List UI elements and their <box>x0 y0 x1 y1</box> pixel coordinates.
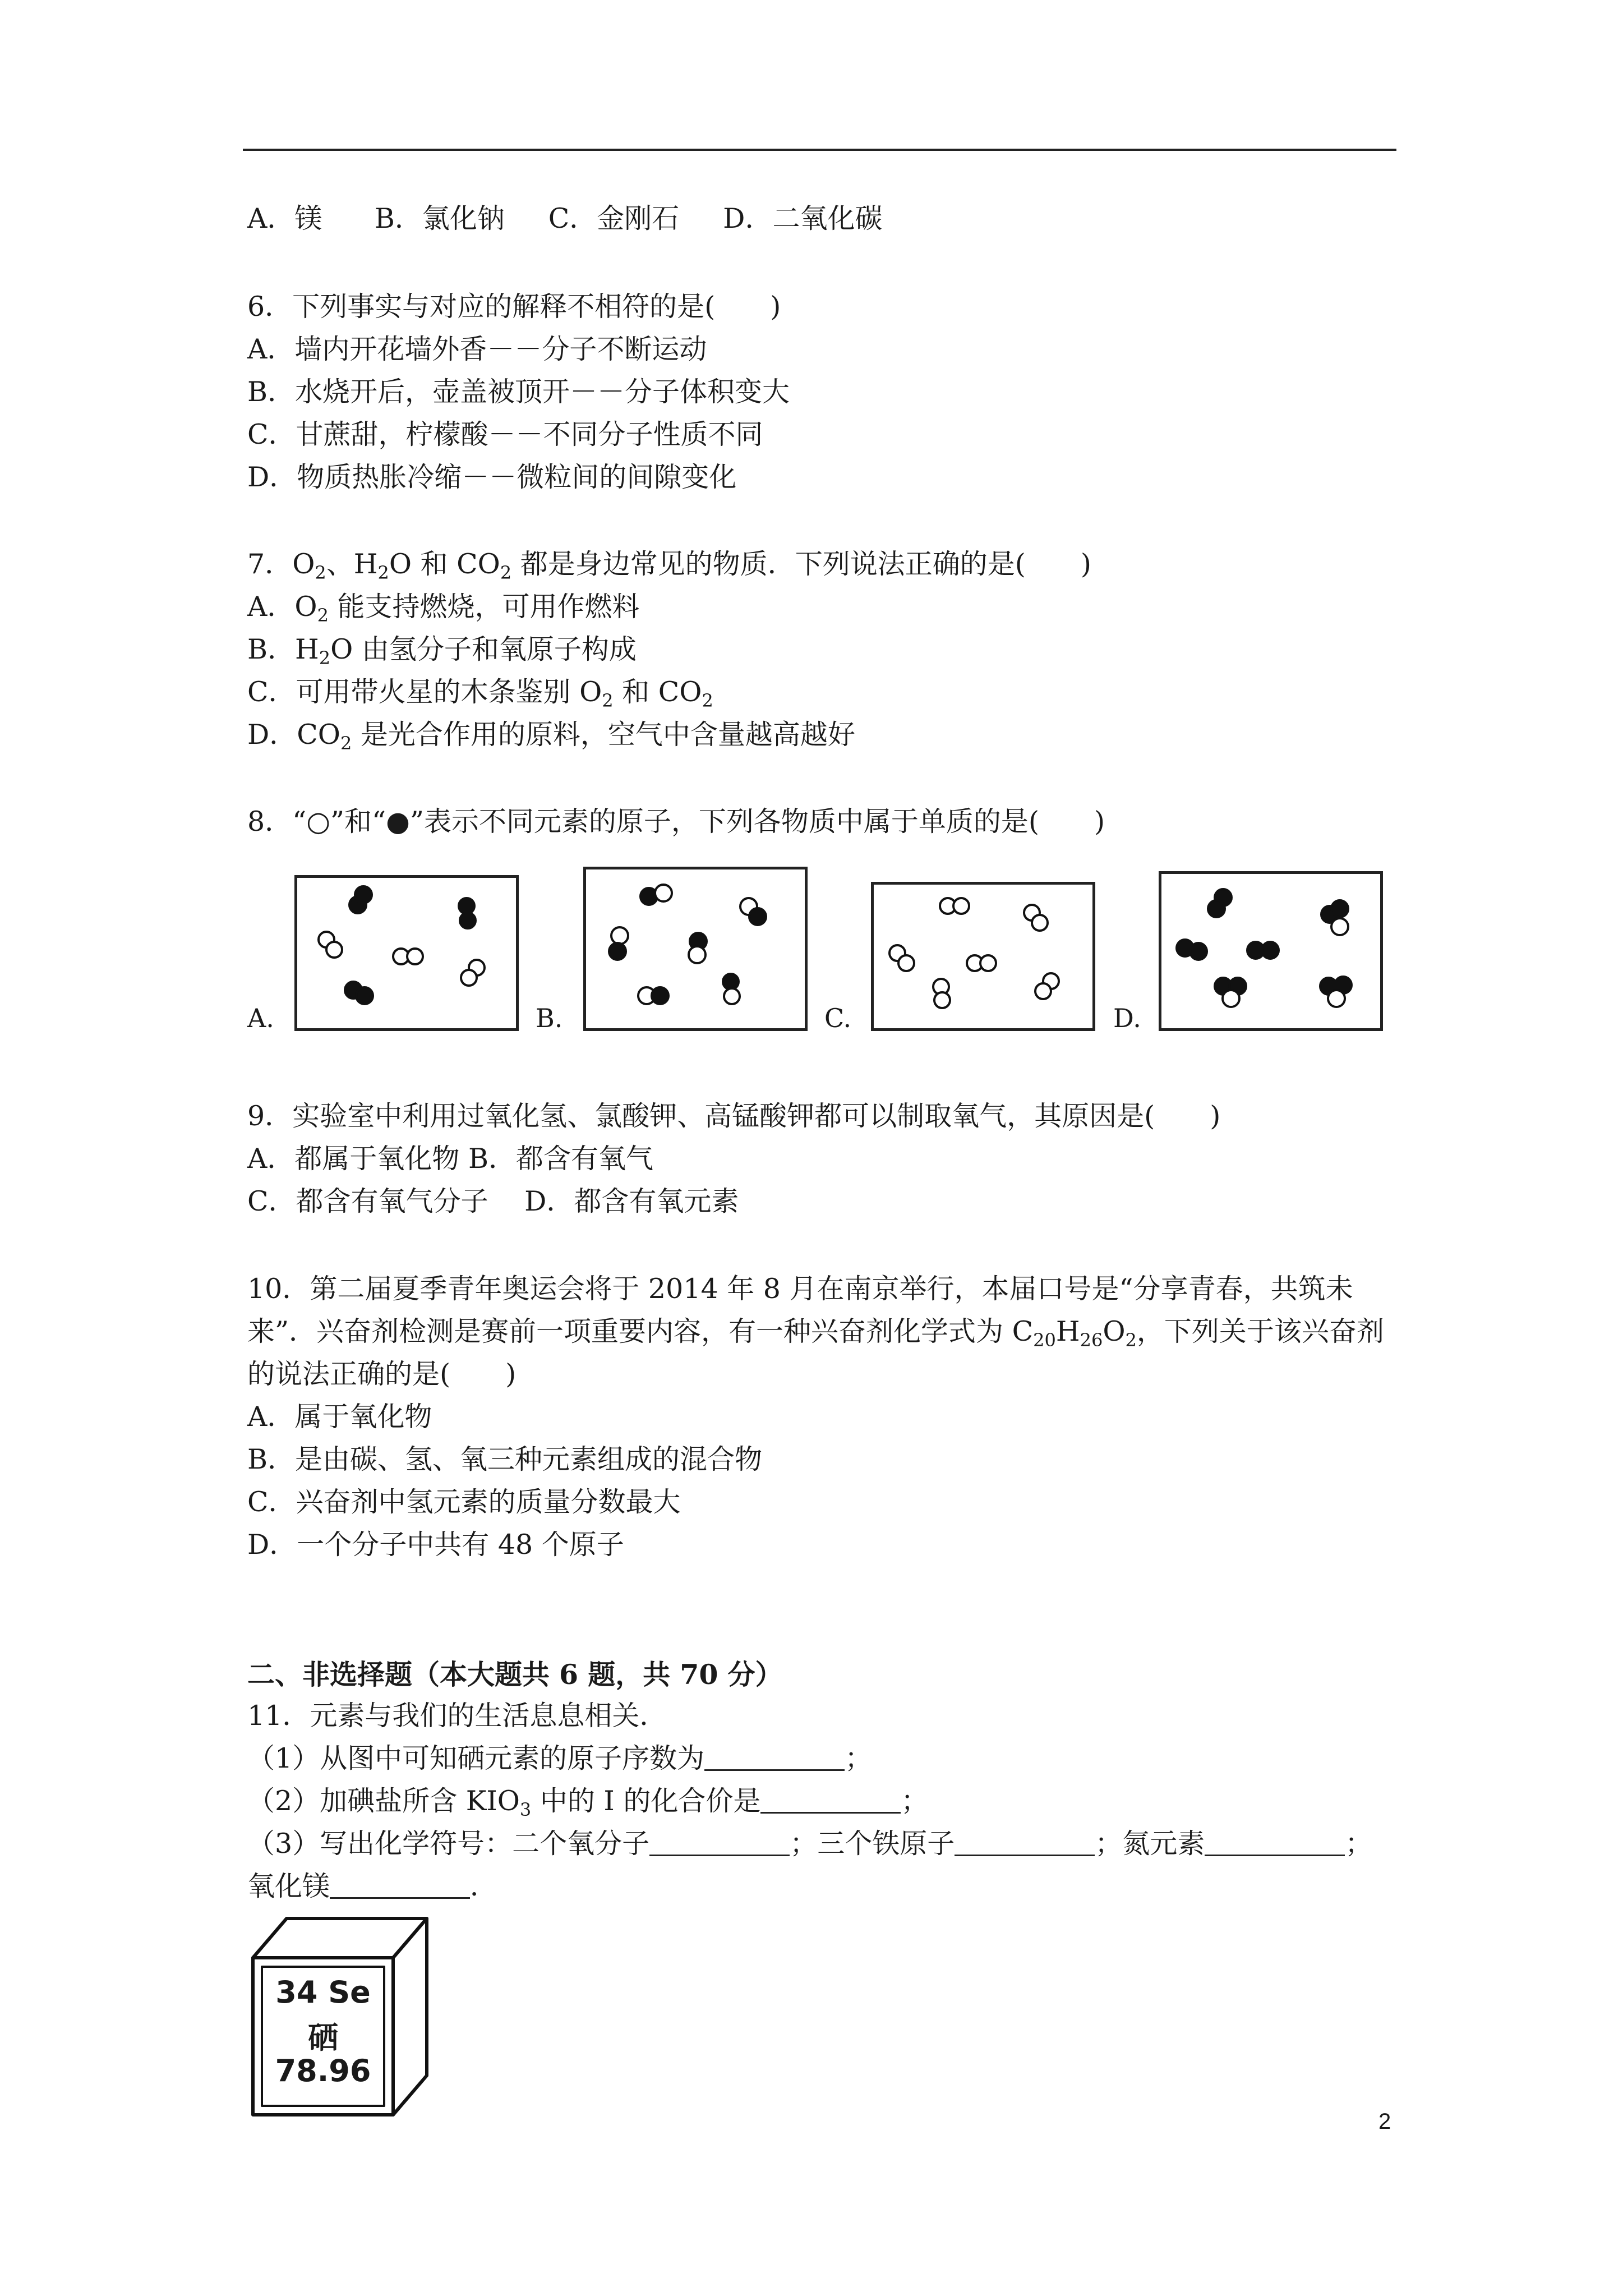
q11-part1: （1）从图中可知硒元素的原子序数为 ； <box>247 1742 873 1774</box>
q10-option-d: D．一个分子中共有 48 个原子 <box>247 1529 624 1561</box>
q8-diagram-c <box>871 882 1095 1031</box>
q6-option-a: A．墙内开花墙外香－－分子不断运动 <box>247 333 707 365</box>
section-title: 二、非选择题（本大题共 6 题，共 70 分） <box>247 1658 783 1691</box>
q6-option-c: C．甘蔗甜，柠檬酸－－不同分子性质不同 <box>247 418 763 450</box>
answer-blank[interactable] <box>704 1745 845 1771</box>
q8-label-a: A. <box>247 1003 274 1033</box>
q6-option-d: D．物质热胀冷缩－－微粒间的间隙变化 <box>247 461 737 493</box>
q8-diagram-a <box>294 875 519 1031</box>
element-mass: 78.96 <box>275 2053 371 2088</box>
q11-part2: （2）加碘盐所含 $KIO_3$ 中的 I 的化合价是 ； <box>247 1785 929 1820</box>
q9-stem: 9．实验室中利用过氧化氢、氯酸钾、高锰酸钾都可以制取氧气，其原因是( ) <box>247 1100 1221 1132</box>
q9-options-ab: A．都属于氧化物 B．都含有氧气 <box>247 1143 653 1175</box>
element-name: 硒 <box>308 2020 338 2055</box>
q8-stem: 8．“○”和“●”表示不同元素的原子，下列各物质中属于单质的是( ) <box>247 806 1105 838</box>
q6-option-b: B．水烧开后，壶盖被顶开－－分子体积变大 <box>247 376 790 408</box>
q10-stem-line1: 10．第二届夏季青年奥运会将于 2014 年 8 月在南京举行，本届口号是“分享青春，共筑未 <box>247 1273 1353 1305</box>
element-number-symbol: 34 Se <box>275 1975 371 2010</box>
q10-option-c: C．兴奋剂中氢元素的质量分数最大 <box>247 1486 681 1518</box>
q11-stem: 11．元素与我们的生活息息相关． <box>247 1700 667 1732</box>
q5-options: A．镁 B．氯化钠 C．金刚石 D．二氧化碳 <box>247 203 883 234</box>
q9-options-cd: C．都含有氧气分子 D．都含有氧元素 <box>247 1185 739 1217</box>
q7-option-c: C．可用带火星的木条鉴别 $O_2$ 和 $CO_2$ <box>247 676 713 711</box>
q10-option-a: A．属于氧化物 <box>247 1401 432 1433</box>
q7-option-d: D．$CO_2$ 是光合作用的原料，空气中含量越高越好 <box>247 719 855 754</box>
q8-diagram-d <box>1159 871 1383 1031</box>
q10-option-b: B．是由碳、氢、氧三种元素组成的混合物 <box>247 1443 763 1475</box>
q10-stem-line3: 的说法正确的是( ) <box>247 1358 517 1390</box>
answer-blank[interactable] <box>1205 1830 1345 1856</box>
answer-blank[interactable] <box>649 1830 790 1856</box>
q11-part3-cont: 氧化镁 ． <box>247 1870 498 1902</box>
q6-stem: 6．下列事实与对应的解释不相符的是( ) <box>247 291 781 323</box>
header-rule <box>243 149 1396 151</box>
q8-label-d: D. <box>1113 1003 1141 1033</box>
q8-label-b: B. <box>536 1003 563 1033</box>
answer-blank[interactable] <box>760 1787 901 1814</box>
q8-label-c: C. <box>824 1003 852 1033</box>
q10-stem-line2: 来”．兴奋剂检测是赛前一项重要内容，有一种兴奋剂化学式为 $C_{20}H_{26}O_2$，下列关于该兴奋剂 <box>247 1315 1384 1351</box>
answer-blank[interactable] <box>955 1830 1095 1856</box>
q8-diagram-b <box>583 867 808 1031</box>
answer-blank[interactable] <box>330 1872 470 1899</box>
selenium-element-card <box>247 1913 438 2120</box>
q11-part3: （3）写出化学符号：二个氧分子 ；三个铁原子 ；氮元素 ； <box>247 1828 1373 1860</box>
q7-option-a: A．$O_2$ 能支持燃烧，可用作燃料 <box>247 591 640 626</box>
page-number: 2 <box>1378 2109 1391 2134</box>
q7-option-b: B．$H_2O$ 由氢分子和氧原子构成 <box>247 633 637 669</box>
q7-stem: 7．$O_2$、$H_2O$ 和 $CO_2$ 都是身边常见的物质．下列说法正确的是( ) <box>247 548 1091 583</box>
